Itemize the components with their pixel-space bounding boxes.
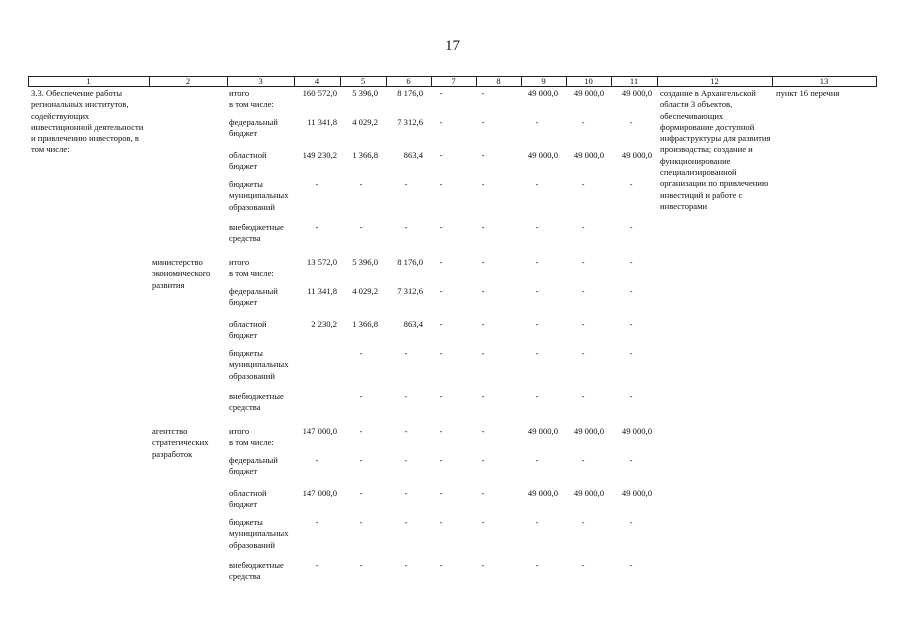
amount-cell: - (359, 560, 363, 570)
funding-source: областной бюджет (229, 488, 267, 510)
amount-cell: - (439, 560, 443, 570)
amount-cell: - (535, 348, 539, 358)
amount-cell: - (359, 517, 363, 527)
amount-cell: 49 000,0 (527, 426, 558, 436)
amount-cell: - (481, 222, 485, 232)
amount-cell: - (359, 222, 363, 232)
amount-cell: - (439, 150, 443, 160)
header-col-4: 4 (314, 76, 320, 86)
responsible-executor: министерство экономического развития (152, 257, 211, 290)
amount-cell: 4 029,2 (352, 117, 378, 127)
amount-cell: - (481, 560, 485, 570)
amount-cell: - (359, 391, 363, 401)
amount-cell: - (629, 257, 633, 267)
amount-cell: - (629, 286, 633, 296)
amount-cell: - (359, 426, 363, 436)
amount-cell: - (404, 391, 408, 401)
amount-cell: - (629, 517, 633, 527)
amount-cell: 147 000,0 (302, 426, 337, 436)
amount-cell: 863,4 (403, 319, 423, 329)
amount-cell: - (535, 391, 539, 401)
amount-cell: - (535, 286, 539, 296)
reference-item: пункт 16 перечня (776, 88, 840, 98)
funding-source: областной бюджет (229, 319, 267, 341)
amount-cell: - (581, 286, 585, 296)
header-col-5: 5 (360, 76, 366, 86)
amount-cell: 49 000,0 (527, 88, 558, 98)
amount-cell: - (481, 455, 485, 465)
amount-cell: - (439, 117, 443, 127)
amount-cell: - (359, 348, 363, 358)
amount-cell: 147 000,0 (302, 488, 337, 498)
amount-cell: 8 176,0 (397, 257, 423, 267)
amount-cell: - (481, 179, 485, 189)
amount-cell: 7 312,6 (397, 117, 423, 127)
amount-cell: 49 000,0 (621, 488, 652, 498)
amount-cell: 49 000,0 (573, 426, 604, 436)
responsible-executor: агентство стратегических разработок (152, 426, 209, 459)
amount-cell: - (481, 286, 485, 296)
header-divider (876, 76, 877, 87)
amount-cell: - (581, 179, 585, 189)
funding-source: итого (229, 426, 250, 436)
amount-cell: 1 366,8 (352, 150, 378, 160)
amount-cell: 49 000,0 (573, 488, 604, 498)
amount-cell: 49 000,0 (621, 426, 652, 436)
amount-cell: - (404, 455, 408, 465)
amount-cell: - (629, 455, 633, 465)
funding-source: областной бюджет (229, 150, 267, 172)
amount-cell: - (439, 426, 443, 436)
amount-cell: - (404, 179, 408, 189)
funding-source-note: в том числе: (229, 99, 274, 109)
amount-cell: - (581, 222, 585, 232)
amount-cell: - (359, 179, 363, 189)
amount-cell: - (439, 286, 443, 296)
amount-cell: - (404, 560, 408, 570)
amount-cell: - (481, 348, 485, 358)
amount-cell: - (359, 455, 363, 465)
amount-cell: - (481, 517, 485, 527)
amount-cell: 863,4 (403, 150, 423, 160)
amount-cell: - (581, 391, 585, 401)
amount-cell: - (439, 348, 443, 358)
amount-cell: - (535, 455, 539, 465)
funding-source: бюджеты муниципальных образований (229, 517, 289, 550)
amount-cell: - (629, 179, 633, 189)
funding-source-note: в том числе: (229, 437, 274, 447)
header-col-13: 13 (819, 76, 829, 86)
amount-cell: - (535, 179, 539, 189)
amount-cell: - (315, 517, 319, 527)
amount-cell: - (481, 117, 485, 127)
amount-cell: 49 000,0 (621, 88, 652, 98)
header-col-3: 3 (258, 76, 263, 86)
amount-cell: - (481, 257, 485, 267)
amount-cell: - (404, 348, 408, 358)
funding-source: итого (229, 88, 250, 98)
activity-description: 3.3. Обеспечение работы региональных институтов, содействующих инвестиционной деятельности и привлечению инвесторов, в том числе: (31, 88, 144, 155)
amount-cell: - (581, 348, 585, 358)
funding-source: внебюджетные средства (229, 391, 284, 413)
funding-source: внебюджетные средства (229, 222, 284, 244)
header-col-10: 10 (584, 76, 593, 86)
header-col-7: 7 (451, 76, 456, 86)
amount-cell: - (581, 560, 585, 570)
amount-cell: - (535, 222, 539, 232)
funding-source-note: в том числе: (229, 268, 274, 278)
funding-source: итого (229, 257, 250, 267)
amount-cell: - (535, 319, 539, 329)
amount-cell: - (439, 517, 443, 527)
amount-cell: 149 230,2 (302, 150, 337, 160)
amount-cell: - (581, 319, 585, 329)
amount-cell: - (439, 455, 443, 465)
page-number: 17 (445, 38, 460, 54)
amount-cell: - (439, 391, 443, 401)
amount-cell: 5 396,0 (352, 88, 378, 98)
amount-cell: - (629, 560, 633, 570)
funding-source: бюджеты муниципальных образований (229, 179, 289, 212)
amount-cell: - (315, 222, 319, 232)
amount-cell: - (581, 517, 585, 527)
amount-cell: - (315, 560, 319, 570)
header-col-8: 8 (496, 76, 501, 86)
amount-cell: - (439, 257, 443, 267)
amount-cell: - (581, 455, 585, 465)
amount-cell: - (629, 391, 633, 401)
amount-cell: - (629, 319, 633, 329)
header-col-1: 1 (86, 76, 91, 86)
header-col-12: 12 (710, 76, 719, 86)
header-col-6: 6 (406, 76, 411, 86)
amount-cell: 160 572,0 (302, 88, 337, 98)
amount-cell: 1 366,8 (352, 319, 378, 329)
amount-cell: - (629, 117, 633, 127)
funding-source: внебюджетные средства (229, 560, 284, 582)
funding-source: бюджеты муниципальных образований (229, 348, 289, 381)
amount-cell: 2 230,2 (311, 319, 337, 329)
header-col-11: 11 (629, 76, 639, 86)
funding-source: федеральный бюджет (229, 286, 278, 308)
amount-cell: 49 000,0 (573, 150, 604, 160)
amount-cell: - (629, 348, 633, 358)
amount-cell: - (404, 517, 408, 527)
funding-source: федеральный бюджет (229, 455, 278, 477)
amount-cell: 49 000,0 (621, 150, 652, 160)
amount-cell: - (535, 560, 539, 570)
amount-cell: 11 341,8 (307, 117, 337, 127)
amount-cell: - (315, 455, 319, 465)
amount-cell: 49 000,0 (527, 150, 558, 160)
amount-cell: - (481, 319, 485, 329)
amount-cell: - (439, 179, 443, 189)
amount-cell: 11 341,8 (307, 286, 337, 296)
amount-cell: - (439, 319, 443, 329)
amount-cell: 7 312,6 (397, 286, 423, 296)
funding-source: федеральный бюджет (229, 117, 278, 139)
amount-cell: - (581, 257, 585, 267)
amount-cell: - (481, 88, 485, 98)
amount-cell: - (481, 426, 485, 436)
amount-cell: - (581, 117, 585, 127)
amount-cell: - (535, 257, 539, 267)
header-col-2: 2 (185, 76, 191, 86)
amount-cell: - (404, 222, 408, 232)
amount-cell: - (439, 222, 443, 232)
amount-cell: 8 176,0 (397, 88, 423, 98)
amount-cell: - (535, 517, 539, 527)
amount-cell: - (481, 488, 485, 498)
amount-cell: - (629, 222, 633, 232)
header-col-9: 9 (541, 76, 546, 86)
amount-cell: - (439, 88, 443, 98)
amount-cell: - (315, 179, 319, 189)
expected-result: создание в Архангельской области 3 объектов, обеспечивающих формирование доступной инфраструктуры для развития производства; создание и функционирование специализированной организации по привлечению инвестиций и работе с инвесторами (660, 88, 771, 211)
amount-cell: 49 000,0 (573, 88, 604, 98)
amount-cell: - (481, 391, 485, 401)
amount-cell: - (404, 426, 408, 436)
amount-cell: 5 396,0 (352, 257, 378, 267)
amount-cell: - (404, 488, 408, 498)
amount-cell: - (481, 150, 485, 160)
amount-cell: 4 029,2 (352, 286, 378, 296)
amount-cell: - (535, 117, 539, 127)
amount-cell: - (359, 488, 363, 498)
amount-cell: 49 000,0 (527, 488, 558, 498)
amount-cell: - (439, 488, 443, 498)
amount-cell: 13 572,0 (306, 257, 337, 267)
